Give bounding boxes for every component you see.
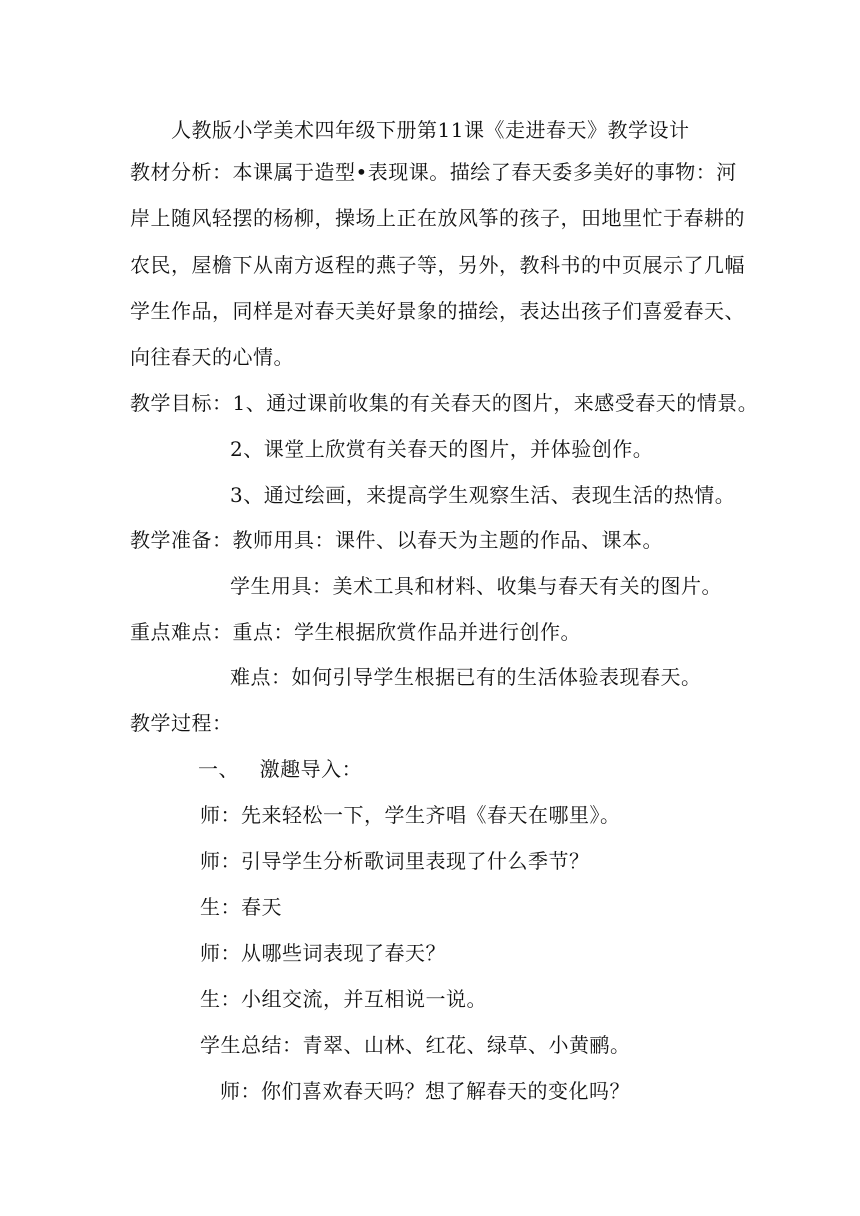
dialogue-line: 生：小组交流，并互相说一说。	[200, 987, 487, 1011]
analysis-line: 向往春天的心情。	[130, 345, 294, 369]
goal-line: 2、课堂上欣赏有关春天的图片，并体验创作。	[230, 437, 654, 461]
goal-line: 3、通过绘画，来提高学生观察生活、表现生活的热情。	[230, 483, 736, 507]
goal-line: 教学目标：1、通过课前收集的有关春天的图片，来感受春天的情景。	[130, 391, 759, 415]
prep-line: 教学准备：教师用具：课件、以春天为主题的作品、课本。	[130, 528, 663, 552]
dialogue-line: 学生总结：青翠、山林、红花、绿草、小黄鹂。	[200, 1033, 631, 1057]
key-point-line: 重点难点：重点：学生根据欣赏作品并进行创作。	[130, 620, 581, 644]
dialogue-line: 生：春天	[200, 895, 282, 919]
key-point-line: 难点：如何引导学生根据已有的生活体验表现春天。	[230, 665, 702, 689]
analysis-line: 学生作品，同样是对春天美好景象的描绘，表达出孩子们喜爱春天、	[130, 299, 745, 323]
analysis-line: 教材分析：本课属于造型•表现课。描绘了春天委多美好的事物：河	[130, 160, 737, 184]
analysis-line: 岸上随风轻摆的杨柳，操场上正在放风筝的孩子，田地里忙于春耕的	[130, 206, 745, 230]
section-heading: 一、 激趣导入：	[198, 757, 363, 781]
dialogue-line: 师：你们喜欢春天吗？想了解春天的变化吗？	[220, 1079, 630, 1103]
analysis-line: 农民，屋檐下从南方返程的燕子等，另外，教科书的中页展示了几幅	[130, 253, 745, 277]
dialogue-line: 师：从哪些词表现了春天？	[200, 941, 446, 965]
dialogue-line: 师：先来轻松一下，学生齐唱《春天在哪里》。	[200, 803, 621, 827]
dialogue-line: 师：引导学生分析歌词里表现了什么季节？	[200, 849, 590, 873]
prep-line: 学生用具：美术工具和材料、收集与春天有关的图片。	[230, 574, 722, 598]
document-title: 人教版小学美术四年级下册第11课《走进春天》教学设计	[171, 118, 690, 142]
process-heading: 教学过程：	[130, 711, 233, 735]
